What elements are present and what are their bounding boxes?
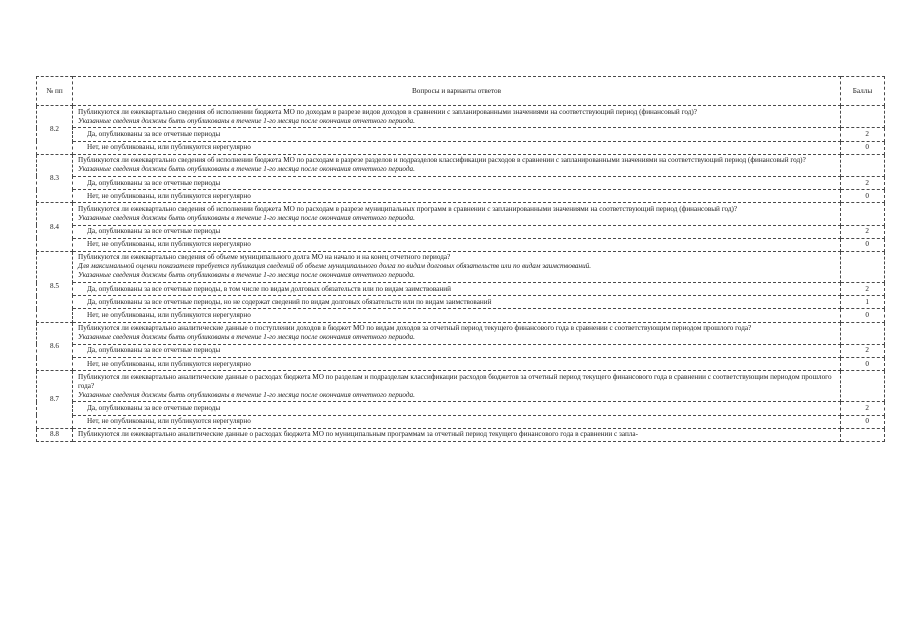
item-number: 8.4: [37, 203, 73, 252]
question-note: Для максимальной оценки показателя требуется публикация сведений об объеме муниципального долга по видам долговых обязательств или по видам заимствований.: [78, 262, 592, 271]
question-row: [37, 154, 885, 176]
answer-points: 2: [841, 176, 885, 189]
answer-option: Да, опубликованы за все отчетные периоды, в том числе по видам долговых обязательств или по видам заимствований: [73, 283, 841, 296]
answer-row: [37, 141, 885, 154]
question-text: Публикуются ли ежеквартально аналитические данные о расходах бюджета МО по муниципальным программам за отчетный период текущего финансового года в сравнении с запла-: [78, 430, 638, 439]
question-cell: [73, 428, 841, 441]
answer-points: 2: [841, 402, 885, 415]
question-row: [37, 203, 885, 225]
answer-option: Да, опубликованы за все отчетные периоды: [73, 225, 841, 238]
table-body: [37, 106, 885, 442]
criteria-table: [36, 76, 885, 442]
answer-option: Нет, не опубликованы, или публикуются нерегулярно: [73, 358, 841, 371]
question-cell: [73, 203, 841, 225]
header-question: Вопросы и варианты ответов: [73, 77, 841, 106]
item-number: 8.7: [37, 371, 73, 429]
question-note: Указанные сведения должны быть опубликованы в течение 1-го месяца после окончания отчетного периода.: [78, 390, 415, 399]
question-text: Публикуются ли ежеквартально сведения об объеме муниципального долга МО на начало и на конец отчетного периода?: [78, 253, 451, 262]
question-points-cell: [841, 371, 885, 402]
answer-option: Да, опубликованы за все отчетные периоды, но не содержат сведений по видам долговых обязательств или по видам заимствований: [73, 296, 841, 309]
answer-points: 2: [841, 283, 885, 296]
answer-points: 2: [841, 344, 885, 357]
item-number: 8.6: [37, 322, 73, 371]
answer-option: Нет, не опубликованы, или публикуются нерегулярно: [73, 238, 841, 251]
question-note: Указанные сведения должны быть опубликованы в течение 1-го месяца после окончания отчетного периода.: [78, 165, 415, 174]
question-row: [37, 106, 885, 128]
item-number: 8.2: [37, 106, 73, 155]
question-note: Указанные сведения должны быть опубликованы в течение 1-го месяца после окончания отчетного периода.: [78, 116, 415, 125]
question-text: Публикуются ли ежеквартально сведения об исполнении бюджета МО по доходам в разрезе видов доходов в сравнении с запланированными значениями на соответствующий период (финансовый год)?: [78, 107, 697, 116]
answer-points: 0: [841, 190, 885, 203]
answer-points: 2: [841, 225, 885, 238]
question-cell: [73, 322, 841, 344]
question-cell: [73, 106, 841, 128]
question-text: Публикуются ли ежеквартально сведения об исполнении бюджета МО по расходам в разрезе муниципальных программ в сравнении с запланированными значениями на соответствующий период (финансовый год)?: [78, 204, 738, 213]
answer-row: [37, 283, 885, 296]
header-number: № пп: [37, 77, 73, 106]
answer-row: [37, 190, 885, 203]
header-points: Баллы: [841, 77, 885, 106]
answer-option: Нет, не опубликованы, или публикуются нерегулярно: [73, 141, 841, 154]
question-note: Указанные сведения должны быть опубликованы в течение 1-го месяца после окончания отчетного периода.: [78, 213, 415, 222]
question-cell: [73, 251, 841, 282]
answer-points: 1: [841, 296, 885, 309]
answer-row: [37, 402, 885, 415]
answer-points: 2: [841, 128, 885, 141]
criteria-table-container: [36, 76, 884, 442]
question-note: Указанные сведения должны быть опубликованы в течение 1-го месяца после окончания отчетного периода.: [78, 271, 415, 280]
answer-row: [37, 238, 885, 251]
answer-option: Нет, не опубликованы, или публикуются нерегулярно: [73, 415, 841, 428]
answer-row: [37, 415, 885, 428]
answer-option: Да, опубликованы за все отчетные периоды: [73, 128, 841, 141]
answer-row: [37, 358, 885, 371]
question-text: Публикуются ли ежеквартально сведения об исполнении бюджета МО по расходам в разрезе разделов и подразделов классификации расходов в сравнении с запланированными значениями на соответствующий период (финансовый год)?: [78, 156, 806, 165]
question-cell: [73, 154, 841, 176]
question-points-cell: [841, 322, 885, 344]
question-points-cell: [841, 428, 885, 441]
question-cell: [73, 371, 841, 402]
question-points-cell: [841, 251, 885, 282]
answer-row: [37, 176, 885, 189]
question-text: Публикуются ли ежеквартально аналитические данные о поступлении доходов в бюджет МО по видам доходов за отчетный период текущего финансового года в сравнении с соответствующим периодом прошлого года?: [78, 324, 752, 333]
item-number: 8.8: [37, 428, 73, 441]
question-text: Публикуются ли ежеквартально аналитические данные о расходах бюджета МО по разделам и подразделам классификации расходов бюджетов за отчетный период текущего финансового года в сравнении с соответствующим периодом прошлого года?: [78, 372, 832, 390]
question-points-cell: [841, 203, 885, 225]
question-points-cell: [841, 106, 885, 128]
answer-points: 0: [841, 238, 885, 251]
answer-row: [37, 225, 885, 238]
answer-option: Да, опубликованы за все отчетные периоды: [73, 402, 841, 415]
question-row: [37, 322, 885, 344]
answer-row: [37, 128, 885, 141]
answer-points: 0: [841, 309, 885, 322]
item-number: 8.3: [37, 154, 73, 203]
answer-option: Нет, не опубликованы, или публикуются нерегулярно: [73, 190, 841, 203]
answer-points: 0: [841, 141, 885, 154]
answer-row: [37, 296, 885, 309]
table-header-row: [37, 77, 885, 106]
question-note: Указанные сведения должны быть опубликованы в течение 1-го месяца после окончания отчетного периода.: [78, 333, 415, 342]
answer-option: Да, опубликованы за все отчетные периоды: [73, 344, 841, 357]
question-row: [37, 428, 885, 441]
answer-option: Да, опубликованы за все отчетные периоды: [73, 176, 841, 189]
answer-option: Нет, не опубликованы, или публикуются нерегулярно: [73, 309, 841, 322]
answer-row: [37, 344, 885, 357]
answer-points: 0: [841, 358, 885, 371]
question-row: [37, 371, 885, 402]
question-row: [37, 251, 885, 282]
answer-row: [37, 309, 885, 322]
item-number: 8.5: [37, 251, 73, 322]
answer-points: 0: [841, 415, 885, 428]
question-points-cell: [841, 154, 885, 176]
